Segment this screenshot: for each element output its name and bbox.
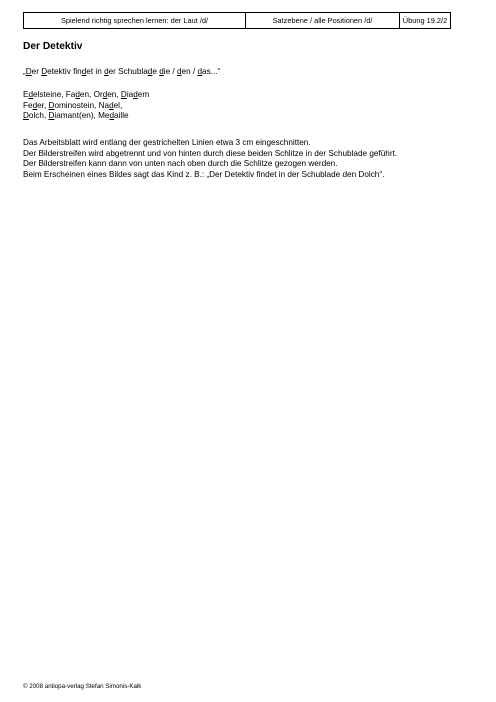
text-segment: em	[137, 90, 150, 99]
text-segment: er	[31, 67, 42, 76]
text-segment: Fe	[23, 100, 33, 110]
underlined-d: D	[25, 67, 32, 76]
underlined-d: d	[75, 90, 80, 99]
text-segment: el,	[113, 100, 123, 110]
text-segment: elsteine, Fa	[33, 90, 76, 99]
header-table	[23, 12, 451, 29]
instructions	[23, 138, 449, 180]
underlined-d: d	[32, 100, 38, 110]
word-line	[23, 90, 149, 101]
text-segment: en,	[107, 90, 121, 99]
underlined-d: d	[104, 67, 109, 76]
text-segment: olch,	[28, 111, 49, 121]
word-line	[23, 101, 149, 112]
text-segment: er Schubla	[108, 67, 148, 76]
instruction-line: Beim Erscheinen eines Bildes sagt das Kind z. B.: „Der Detektiv findet in der Schublade den Dolch“.	[23, 169, 385, 179]
text-segment: et in	[86, 67, 105, 76]
underlined-d: d	[147, 67, 153, 76]
instruction-line: Der Bilderstreifen kann dann von unten nach oben durch die Schlitze gezogen werden.	[23, 159, 338, 169]
underlined-d: D	[23, 111, 29, 121]
text-segment: E	[23, 90, 29, 99]
underlined-d: d	[176, 67, 182, 76]
copyright-footer: © 2008 antiopa-verlag Stefan Simonis-Kalk	[23, 683, 142, 690]
underlined-d: d	[109, 111, 115, 121]
text-segment: en, Or	[79, 90, 103, 99]
text-segment: „	[23, 67, 26, 76]
underlined-d: D	[48, 100, 55, 110]
underlined-d: d	[109, 100, 114, 110]
underlined-d: D	[120, 90, 127, 99]
text-segment: e	[152, 67, 160, 76]
underlined-d: D	[48, 111, 55, 121]
page-title: Der Detektiv	[23, 41, 83, 52]
text-segment: ominostein, Na	[54, 100, 110, 110]
header-level: Satzebene / alle Positionen /d/	[246, 13, 400, 28]
word-list	[23, 90, 149, 122]
word-line	[23, 111, 149, 122]
underlined-d: D	[41, 67, 48, 76]
sentence-line	[23, 67, 220, 78]
text-segment: ia	[126, 90, 134, 99]
target-sentence	[23, 67, 220, 78]
underlined-d: d	[197, 67, 203, 76]
instruction-line: Das Arbeitsblatt wird entlang der gestrichelten Linien etwa 3 cm eingeschnitten.	[23, 138, 311, 147]
text-segment: etektiv fin	[47, 67, 82, 76]
text-segment: en /	[181, 67, 198, 76]
underlined-d: d	[102, 90, 108, 99]
underlined-d: d	[159, 67, 164, 76]
underlined-d: d	[81, 67, 87, 76]
text-segment: aille	[114, 111, 129, 121]
text-segment: as...“	[202, 67, 221, 76]
text-segment: iamant(en), Me	[54, 111, 110, 121]
text-segment: ie /	[163, 67, 177, 76]
text-segment: er,	[37, 100, 49, 110]
underlined-d: d	[28, 90, 34, 99]
underlined-d: d	[133, 90, 138, 99]
instruction-line: Der Bilderstreifen wird abgetrennt und von hinten durch diese beiden Schlitze in der Schublade geführt.	[23, 148, 398, 158]
header-exercise-number: Übung 19.2/2	[402, 16, 448, 25]
header-series-title: Spielend richtig sprechen lernen: der Laut /d/	[24, 13, 246, 28]
